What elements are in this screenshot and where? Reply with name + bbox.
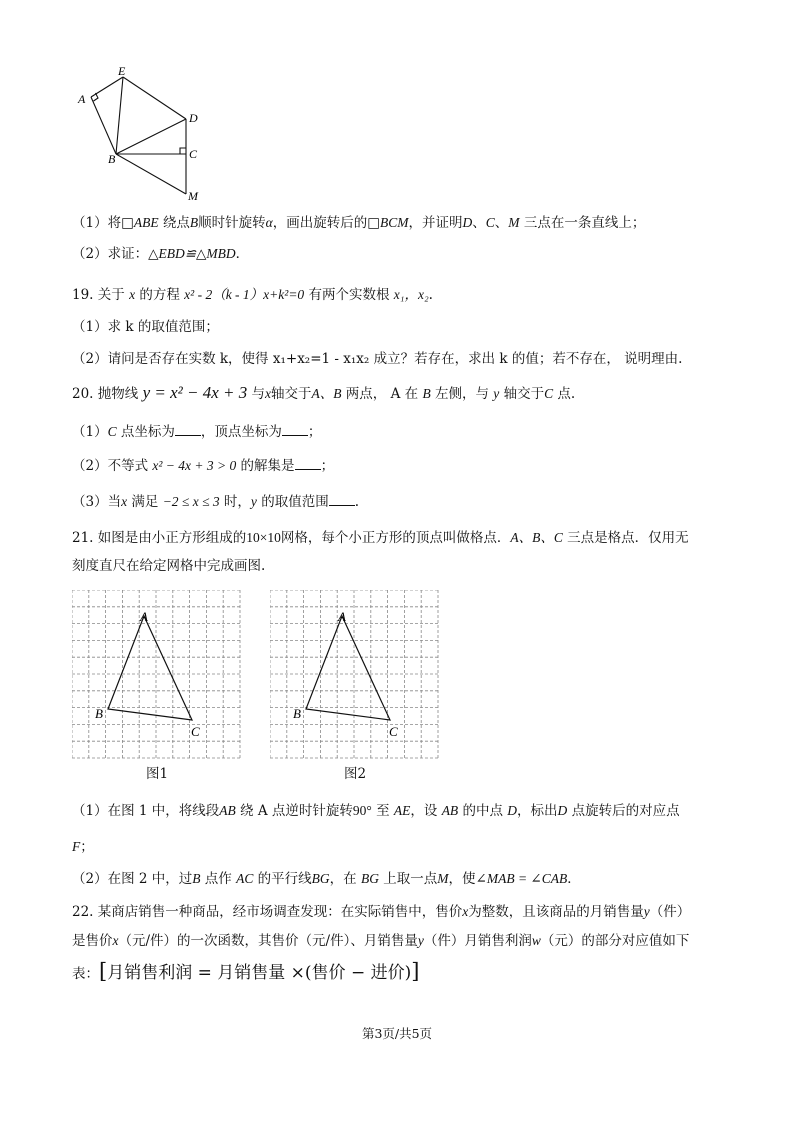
q19-stem: 19. 关于 x 的方程 x² - 2（k - 1）x+k²=0 有两个实数根 x₁，x₂. [72, 287, 433, 303]
figure-rotation [70, 60, 210, 210]
q18-part2: （2）求证：△EBD≌△MBD． [72, 246, 250, 262]
point-label-b: B [108, 152, 116, 166]
q22-line2: 是售价x（元/件）的一次函数，其售价（元/件）、月销售量y（件）月销售利润w（元）的部分对应值如下 [72, 933, 690, 949]
profit-formula: 月销售利润 = 月销售量 ×(售价 − 进价) [107, 963, 412, 983]
point-label-a: A [78, 92, 86, 106]
q21-part1-cont: F； [72, 839, 94, 855]
figure-1-caption: 图1 [146, 766, 169, 782]
q20-part1: （1）C 点坐标为 ，顶点坐标为 ； [72, 424, 322, 440]
grid-figure-2 [270, 590, 442, 760]
q20-part3: （3）当x 满足 −2 ≤ x ≤ 3 时，y 的取值范围 . [72, 494, 359, 510]
grid2-label-a: A [338, 609, 346, 624]
grid2-label-c: C [389, 724, 398, 739]
point-label-c: C [189, 147, 198, 161]
grid1-label-a: A [140, 609, 148, 624]
figure-2-caption: 图2 [344, 766, 367, 782]
q20-stem: 20. 抛物线 y = x² − 4x + 3 与x轴交于A、B 两点， A 在 B 左侧，与 y 轴交于C 点. [72, 383, 576, 402]
point-label-d: D [189, 111, 198, 125]
grid2-label-b: B [293, 706, 301, 721]
grid1-label-b: B [95, 706, 103, 721]
q21-part1: （1）在图 1 中，将线段AB 绕 A 点逆时针旋转90° 至 AE，设 AB 的中点 D，标出D 点旋转后的对应点 [72, 803, 680, 819]
page-footer: 第3页/共5页 [361, 1026, 433, 1041]
q19-part2: （2）请问是否存在实数 k，使得 x₁+x₂=1 - x₁x₂ 成立？若存在，求出 k 的值；若不存在， 说明理由. [72, 351, 683, 367]
grid1-label-c: C [191, 724, 200, 739]
q22-line3: 表：[月销售利润 = 月销售量 ×(售价 − 进价)] [72, 959, 420, 983]
q21-stem-line2: 刻度直尺在给定网格中完成画图. [72, 558, 266, 574]
q19-part1: （1）求 k 的取值范围； [72, 319, 219, 335]
point-label-m: M [188, 189, 198, 203]
q22-line1: 22. 某商店销售一种商品，经市场调查发现：在实际销售中，售价x为整数，且该商品的月销售量y（件） [72, 904, 691, 920]
q18-part1: （1）将□ABE 绕点B顺时针旋转α，画出旋转后的□BCM，并证明D、C、M 三点在一条直线上； [72, 215, 646, 231]
q21-stem-line1: 21. 如图是由小正方形组成的10×10网格，每个小正方形的顶点叫做格点．A、B、C 三点是格点．仅用无 [72, 530, 689, 546]
q20-part2: （2）不等式 x² − 4x + 3 > 0 的解集是 ； [72, 458, 335, 474]
point-label-e: E [118, 64, 126, 78]
grid-figure-1 [72, 590, 244, 760]
q21-part2: （2）在图 2 中，过B 点作 AC 的平行线BG，在 BG 上取一点M，使∠MAB = ∠CAB． [72, 871, 581, 887]
